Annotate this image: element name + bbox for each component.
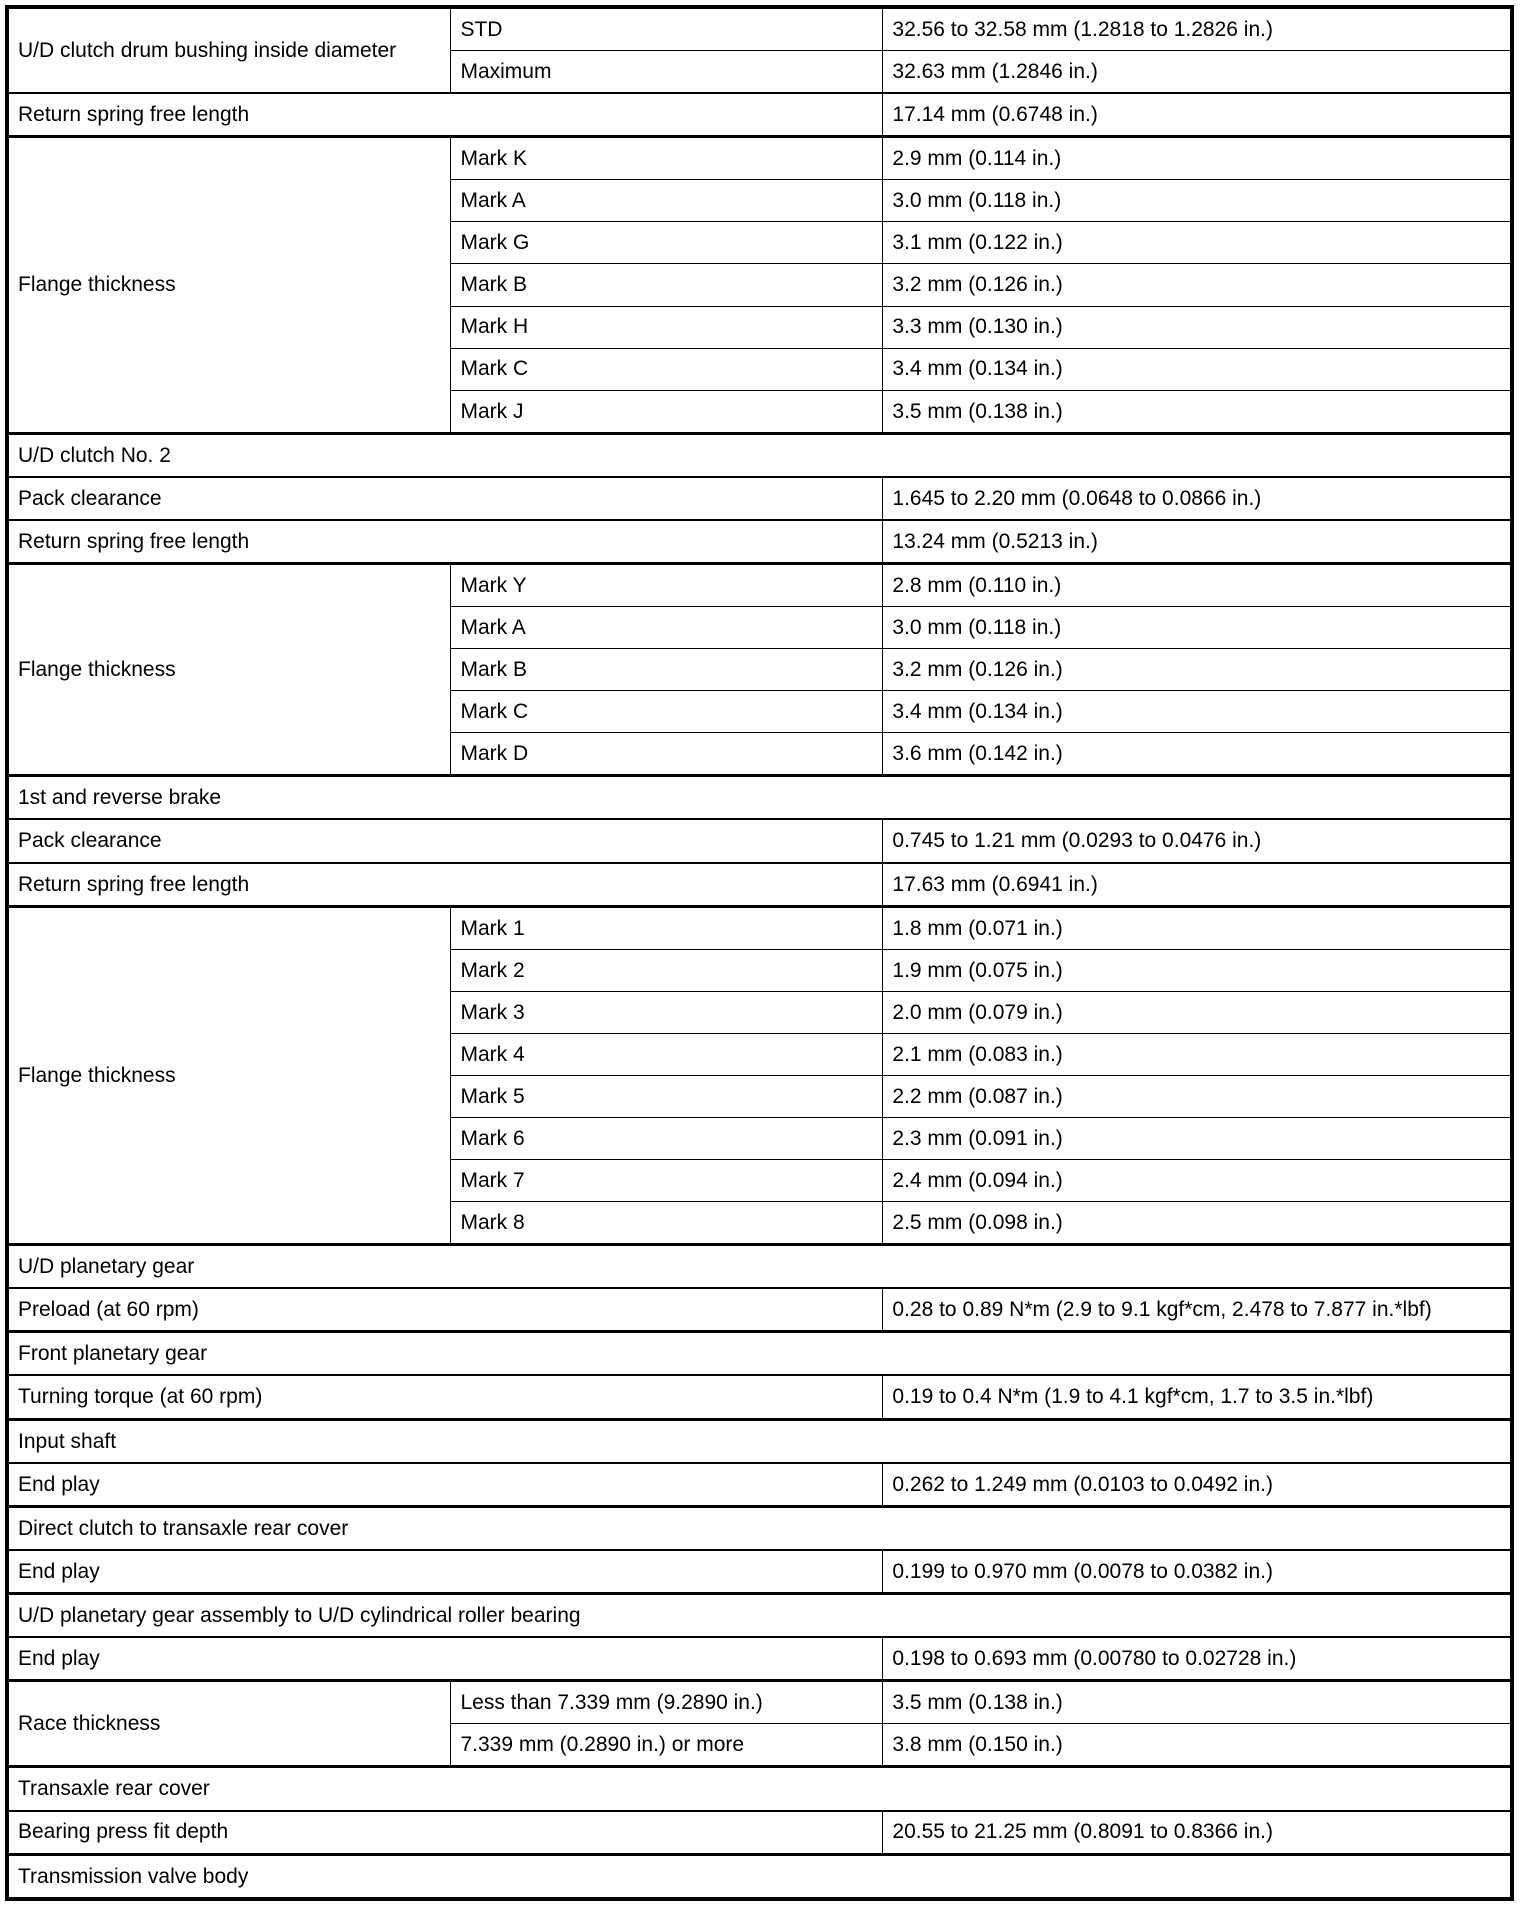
- spec-value-cell: 3.1 mm (0.122 in.): [883, 222, 1512, 264]
- spec-row: [7, 477, 1512, 520]
- spec-label-cell: Bearing press fit depth: [7, 1811, 883, 1855]
- spec-value-cell: 3.0 mm (0.118 in.): [883, 180, 1512, 222]
- section-label-cell: Transmission valve body: [7, 1854, 1512, 1899]
- spec-value-cell: 0.198 to 0.693 mm (0.00780 to 0.02728 in.): [883, 1637, 1512, 1681]
- spec-label-cell: Return spring free length: [7, 93, 883, 137]
- spec-row: [7, 906, 1512, 949]
- spec-value-cell: 2.5 mm (0.098 in.): [883, 1202, 1512, 1245]
- spec-label-cell: End play: [7, 1550, 883, 1594]
- spec-sub-cell: Mark A: [451, 180, 883, 222]
- spec-sub-cell: 7.339 mm (0.2890 in.) or more: [451, 1724, 883, 1767]
- spec-sub-cell: Maximum: [451, 51, 883, 94]
- spec-row: [7, 7, 1512, 51]
- spec-row: [7, 1288, 1512, 1332]
- spec-label-cell: End play: [7, 1463, 883, 1507]
- spec-value-cell: 17.63 mm (0.6941 in.): [883, 863, 1512, 907]
- spec-sub-cell: Mark Y: [451, 564, 883, 607]
- spec-row: [7, 93, 1512, 137]
- spec-value-cell: 3.6 mm (0.142 in.): [883, 733, 1512, 776]
- spec-sub-cell: Mark 6: [451, 1117, 883, 1159]
- spec-row: [7, 819, 1512, 862]
- spec-sub-cell: Mark 3: [451, 991, 883, 1033]
- spec-label-cell: Preload (at 60 rpm): [7, 1288, 883, 1332]
- spec-value-cell: 3.5 mm (0.138 in.): [883, 390, 1512, 433]
- spec-value-cell: 3.4 mm (0.134 in.): [883, 691, 1512, 733]
- spec-row: [7, 1375, 1512, 1419]
- spec-value-cell: 0.199 to 0.970 mm (0.0078 to 0.0382 in.): [883, 1550, 1512, 1594]
- spec-value-cell: 17.14 mm (0.6748 in.): [883, 93, 1512, 137]
- spec-value-cell: 1.8 mm (0.071 in.): [883, 906, 1512, 949]
- spec-value-cell: 20.55 to 21.25 mm (0.8091 to 0.8366 in.): [883, 1811, 1512, 1855]
- spec-sub-cell: Mark 8: [451, 1202, 883, 1245]
- spec-label-cell: End play: [7, 1637, 883, 1681]
- spec-row: [7, 137, 1512, 180]
- section-label-cell: U/D planetary gear: [7, 1245, 1512, 1289]
- group-label-cell: Race thickness: [7, 1681, 451, 1767]
- section-row: [7, 1594, 1512, 1638]
- spec-row: [7, 1550, 1512, 1594]
- spec-label-cell: Pack clearance: [7, 819, 883, 862]
- spec-sub-cell: Mark H: [451, 306, 883, 348]
- spec-value-cell: 0.19 to 0.4 N*m (1.9 to 4.1 kgf*cm, 1.7 to 3.5 in.*lbf): [883, 1375, 1512, 1419]
- spec-value-cell: 2.1 mm (0.083 in.): [883, 1033, 1512, 1075]
- spec-row: [7, 1681, 1512, 1724]
- spec-value-cell: 0.262 to 1.249 mm (0.0103 to 0.0492 in.): [883, 1463, 1512, 1507]
- spec-sub-cell: Mark 1: [451, 906, 883, 949]
- spec-sub-cell: Mark 7: [451, 1159, 883, 1201]
- group-label-cell: Flange thickness: [7, 564, 451, 776]
- spec-value-cell: 0.745 to 1.21 mm (0.0293 to 0.0476 in.): [883, 819, 1512, 862]
- group-label-cell: Flange thickness: [7, 906, 451, 1244]
- spec-value-cell: 2.2 mm (0.087 in.): [883, 1075, 1512, 1117]
- spec-row: [7, 863, 1512, 907]
- section-row: [7, 433, 1512, 477]
- section-label-cell: Front planetary gear: [7, 1332, 1512, 1376]
- spec-label-cell: Turning torque (at 60 rpm): [7, 1375, 883, 1419]
- spec-row: [7, 1463, 1512, 1507]
- spec-sub-cell: Mark C: [451, 691, 883, 733]
- spec-value-cell: 3.4 mm (0.134 in.): [883, 348, 1512, 390]
- spec-sub-cell: Mark 2: [451, 949, 883, 991]
- spec-value-cell: 2.3 mm (0.091 in.): [883, 1117, 1512, 1159]
- spec-value-cell: 32.56 to 32.58 mm (1.2818 to 1.2826 in.): [883, 7, 1512, 51]
- section-label-cell: 1st and reverse brake: [7, 776, 1512, 820]
- spec-sub-cell: STD: [451, 7, 883, 51]
- spec-sub-cell: Mark A: [451, 607, 883, 649]
- spec-sub-cell: Less than 7.339 mm (9.2890 in.): [451, 1681, 883, 1724]
- spec-row: [7, 1811, 1512, 1855]
- group-label-cell: U/D clutch drum bushing inside diameter: [7, 7, 451, 93]
- spec-sub-cell: Mark 4: [451, 1033, 883, 1075]
- section-label-cell: Direct clutch to transaxle rear cover: [7, 1506, 1512, 1550]
- spec-value-cell: 3.2 mm (0.126 in.): [883, 649, 1512, 691]
- spec-sub-cell: Mark B: [451, 649, 883, 691]
- section-row: [7, 776, 1512, 820]
- spec-value-cell: 3.0 mm (0.118 in.): [883, 607, 1512, 649]
- section-row: [7, 1419, 1512, 1463]
- spec-sub-cell: Mark J: [451, 390, 883, 433]
- spec-row: [7, 520, 1512, 564]
- spec-value-cell: 2.4 mm (0.094 in.): [883, 1159, 1512, 1201]
- section-row: [7, 1506, 1512, 1550]
- spec-row: [7, 564, 1512, 607]
- specifications-table: [5, 5, 1514, 1901]
- section-row: [7, 1767, 1512, 1811]
- spec-value-cell: 32.63 mm (1.2846 in.): [883, 51, 1512, 94]
- spec-value-cell: 3.2 mm (0.126 in.): [883, 264, 1512, 306]
- spec-value-cell: 2.8 mm (0.110 in.): [883, 564, 1512, 607]
- section-label-cell: Transaxle rear cover: [7, 1767, 1512, 1811]
- spec-value-cell: 3.3 mm (0.130 in.): [883, 306, 1512, 348]
- spec-value-cell: 13.24 mm (0.5213 in.): [883, 520, 1512, 564]
- spec-sub-cell: Mark D: [451, 733, 883, 776]
- spec-value-cell: 1.645 to 2.20 mm (0.0648 to 0.0866 in.): [883, 477, 1512, 520]
- spec-row: [7, 1637, 1512, 1681]
- spec-value-cell: 1.9 mm (0.075 in.): [883, 949, 1512, 991]
- spec-value-cell: 3.8 mm (0.150 in.): [883, 1724, 1512, 1767]
- spec-sub-cell: Mark C: [451, 348, 883, 390]
- section-row: [7, 1854, 1512, 1899]
- section-label-cell: Input shaft: [7, 1419, 1512, 1463]
- specifications-table-body: [7, 7, 1512, 1899]
- spec-sub-cell: Mark B: [451, 264, 883, 306]
- spec-label-cell: Return spring free length: [7, 520, 883, 564]
- spec-value-cell: 3.5 mm (0.138 in.): [883, 1681, 1512, 1724]
- spec-sub-cell: Mark 5: [451, 1075, 883, 1117]
- spec-sub-cell: Mark G: [451, 222, 883, 264]
- spec-label-cell: Return spring free length: [7, 863, 883, 907]
- group-label-cell: Flange thickness: [7, 137, 451, 433]
- spec-value-cell: 2.0 mm (0.079 in.): [883, 991, 1512, 1033]
- section-row: [7, 1245, 1512, 1289]
- section-row: [7, 1332, 1512, 1376]
- spec-label-cell: Pack clearance: [7, 477, 883, 520]
- section-label-cell: U/D planetary gear assembly to U/D cylindrical roller bearing: [7, 1594, 1512, 1638]
- spec-value-cell: 2.9 mm (0.114 in.): [883, 137, 1512, 180]
- spec-sub-cell: Mark K: [451, 137, 883, 180]
- spec-value-cell: 0.28 to 0.89 N*m (2.9 to 9.1 kgf*cm, 2.478 to 7.877 in.*lbf): [883, 1288, 1512, 1332]
- section-label-cell: U/D clutch No. 2: [7, 433, 1512, 477]
